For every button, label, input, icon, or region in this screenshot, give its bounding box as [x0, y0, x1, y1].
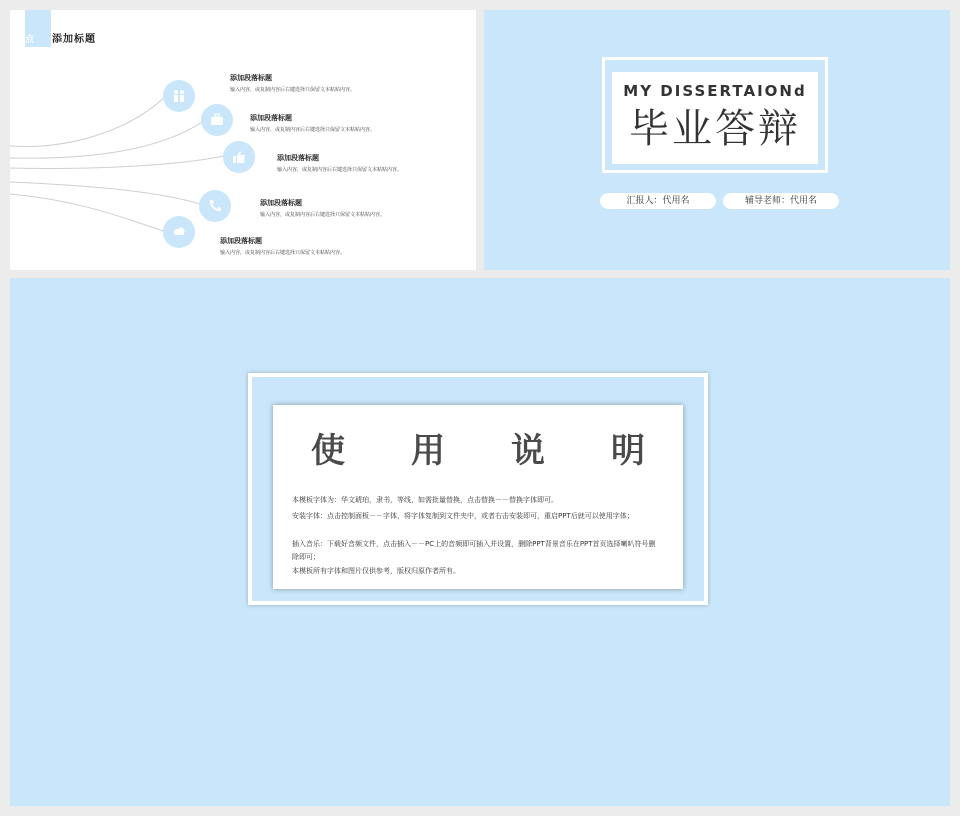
item-body: 输入内容，或复制内容后右键选择只保留文本粘贴内容。: [220, 250, 346, 256]
phone-icon: [199, 190, 231, 222]
english-title: MY DISSERTAIONd: [623, 82, 807, 100]
usage-title-char: 说: [511, 431, 545, 471]
advisor-pill: 辅导老师：代用名: [723, 193, 839, 209]
slide-title: 添加标题: [52, 34, 96, 45]
usage-title-char: 用: [411, 431, 445, 471]
instruction-paragraph: 本模板字体为：华文琥珀，隶书，等线，如需批量替换，点击替换－－替换字体即可。: [292, 496, 558, 504]
usage-title: [273, 423, 683, 472]
item-heading: 添加段落标题: [277, 154, 319, 162]
people-icon: [163, 80, 195, 112]
item-body: 输入内容，或复制内容后右键选择只保留文本粘贴内容。: [277, 167, 403, 173]
connector-curves: [10, 10, 476, 270]
reporter-pill: 汇报人：代用名: [600, 193, 716, 209]
chinese-title: 毕业答辩: [629, 106, 801, 152]
tag-text: 点: [25, 35, 36, 45]
item-body: 输入内容，或复制内容后右键选择只保留文本粘贴内容。: [250, 127, 376, 133]
instruction-paragraph: 本模板所有字体和图片仅供参考，版权归原作者所有。: [292, 567, 460, 575]
thumbs-up-icon: [223, 141, 255, 173]
instruction-paragraph: 安装字体：点击控制面板－－字体，将字体复制到文件夹中，或者右击安装即可，重启PPT后就可以使用字体；: [292, 512, 634, 520]
item-body: 输入内容，或复制内容后右键选择只保留文本粘贴内容。: [230, 87, 356, 93]
slide-thumbnail-3[interactable]: [10, 278, 950, 806]
item-heading: 添加段落标题: [220, 237, 262, 245]
slide-thumbnail-1[interactable]: [10, 10, 476, 270]
slide-thumbnail-2[interactable]: [484, 10, 950, 270]
usage-title-char: 明: [611, 431, 645, 471]
instruction-paragraph: 插入音乐：下载好音频文件，点击插入－－PC上的音频即可插入并设置，删除PPT背景音乐在PPT首页选择喇叭符号删除即可；: [292, 540, 656, 561]
item-body: 输入内容，或复制内容后右键选择只保留文本粘贴内容。: [260, 212, 386, 218]
usage-title-char: 使: [311, 431, 345, 471]
item-heading: 添加段落标题: [260, 199, 302, 207]
item-heading: 添加段落标题: [230, 74, 272, 82]
cloud-icon: [163, 216, 195, 248]
briefcase-icon: [201, 104, 233, 136]
item-heading: 添加段落标题: [250, 114, 292, 122]
